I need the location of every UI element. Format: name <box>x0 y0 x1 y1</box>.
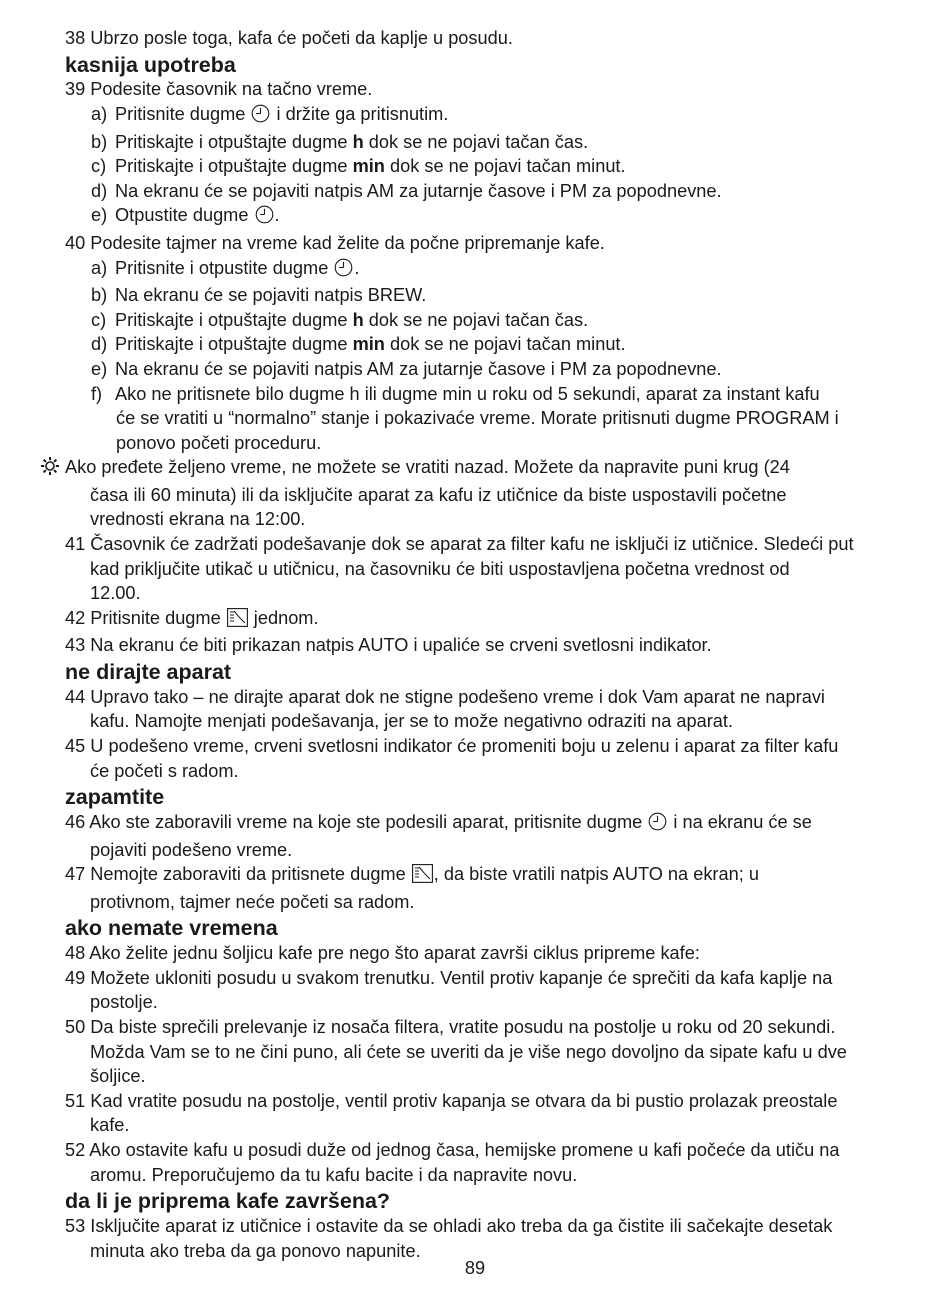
text-run: 50 Da biste sprečili prelevanje iz nosača filtera, vratite posudu na postolje u roku od 20 sekundi. <box>65 1016 836 1037</box>
sub-item-label: c) <box>91 156 107 177</box>
text-run: Pritiskajte i otpuštajte dugme <box>115 334 353 355</box>
text-run: Pritisnite dugme <box>115 103 251 124</box>
text-run: 47 Nemojte zaboraviti da pritisnete dugme <box>65 864 411 885</box>
list-item <box>65 633 895 658</box>
text-run: dok se ne pojavi tačan minut. <box>384 334 626 355</box>
text-run: 45 U podešeno vreme, crveni svetlosni indikator će promeniti boju u zelenu i aparat za filter kafu <box>65 736 839 757</box>
text-run: i držite ga pritisnutim. <box>271 103 449 124</box>
text-run: 43 Na ekranu će biti prikazan natpis AUTO i upaliće se crveni svetlosni indikator. <box>65 635 712 656</box>
list-item-continuation <box>65 1040 895 1065</box>
text-run: 12.00. <box>90 583 141 604</box>
sub-item-label: b) <box>91 285 108 306</box>
text-run: . <box>354 257 360 278</box>
list-item <box>65 77 895 102</box>
bold-term: h <box>352 309 364 330</box>
page-number: 89 <box>464 1258 486 1278</box>
text-run: postolje. <box>90 992 158 1013</box>
clock-icon <box>648 812 667 838</box>
text-run: ponovo početi proceduru. <box>116 432 322 453</box>
bold-term: min <box>352 156 385 177</box>
list-item <box>65 862 895 890</box>
text-run: kafe. <box>90 1115 130 1136</box>
list-item <box>65 1015 895 1040</box>
text-run: 51 Kad vratite posudu na postolje, ventil protiv kapanja se otvara da bi pustio prolazak preostale <box>65 1090 838 1111</box>
text-run: . <box>274 205 280 226</box>
sub-list-item-continuation <box>65 406 895 431</box>
tip-note <box>40 455 895 483</box>
list-item <box>65 26 895 51</box>
list-item-continuation <box>65 483 895 508</box>
text-run: Pritiskajte i otpuštajte dugme <box>115 131 353 152</box>
tip-sun-icon <box>40 456 65 483</box>
list-item-continuation <box>65 1163 895 1188</box>
list-item <box>65 941 895 966</box>
text-run: 48 Ako želite jednu šoljicu kafe pre nego što aparat završi ciklus pripreme kafe: <box>65 943 700 964</box>
text-run: Pritiskajte i otpuštajte dugme <box>115 309 353 330</box>
sub-item-label: a) <box>91 257 108 278</box>
sub-item-label: b) <box>91 131 108 152</box>
text-run: Na ekranu će se pojaviti natpis AM za jutarnje časove i PM za popodnevne. <box>115 358 722 379</box>
text-run: Možda Vam se to ne čini puno, ali ćete se uveriti da je više nego dovoljno da sipate kafu u dve <box>90 1041 847 1062</box>
text-run: 44 Upravo tako – ne dirajte aparat dok ne stigne podešeno vreme i dok Vam aparat ne napravi <box>65 686 825 707</box>
text-run: pojaviti podešeno vreme. <box>90 839 293 860</box>
text-run: protivnom, tajmer neće početi sa radom. <box>90 891 415 912</box>
sub-list-item <box>65 357 895 382</box>
text-run: šoljice. <box>90 1066 146 1087</box>
program-icon <box>227 608 248 634</box>
text-run: aromu. Preporučujemo da tu kafu bacite i da napravite novu. <box>90 1164 578 1185</box>
text-run: dok se ne pojavi tačan minut. <box>384 156 626 177</box>
sub-list-item-continuation <box>65 431 895 456</box>
list-item <box>65 966 895 991</box>
sub-list-item <box>65 154 895 179</box>
text-run: časa ili 60 minuta) ili da isključite aparat za kafu iz utičnice da biste uspostavili početne <box>90 484 787 505</box>
text-run: 42 Pritisnite dugme <box>65 607 226 628</box>
clock-icon <box>334 258 353 284</box>
text-run: 52 Ako ostavite kafu u posudi duže od jednog časa, hemijske promene u kafi počeće da utiču na <box>65 1139 840 1160</box>
sub-item-label: d) <box>91 334 108 355</box>
list-item <box>65 1089 895 1114</box>
sub-list-item <box>65 203 895 231</box>
section-heading: da li je priprema kafe završena? <box>65 1189 391 1214</box>
sub-item-label: f) <box>91 383 103 404</box>
list-item-continuation <box>65 709 895 734</box>
text-run: kafu. Namojte menjati podešavanja, jer se to može negativno odraziti na aparat. <box>90 711 733 732</box>
text-run: 40 Podesite tajmer na vreme kad želite da počne pripremanje kafe. <box>65 232 605 253</box>
text-run: 49 Možete ukloniti posudu u svakom trenutku. Ventil protiv kapanje će sprečiti da kafa kaplje na <box>65 967 833 988</box>
text-run: će se vratiti u “normalno” stanje i pokazivaće vreme. Morate pritisnuti dugme PROGRAM i <box>116 408 839 429</box>
text-run: Pritiskajte i otpuštajte dugme <box>115 156 353 177</box>
sub-item-label: a) <box>91 103 108 124</box>
section-heading: ne dirajte aparat <box>65 660 232 685</box>
list-item-continuation <box>65 838 895 863</box>
text-run: minuta ako treba da ga ponovo napunite. <box>90 1240 421 1261</box>
sub-item-label: e) <box>91 358 108 379</box>
list-item <box>65 685 895 710</box>
clock-icon <box>255 205 274 231</box>
text-run: kad priključite utikač u utičnicu, na časovniku će biti uspostavljena početna vrednost od <box>90 558 790 579</box>
list-item-continuation <box>65 990 895 1015</box>
list-item <box>65 810 895 838</box>
section-heading: zapamtite <box>65 785 165 810</box>
text-run: Ako pređete željeno vreme, ne možete se vratiti nazad. Možete da napravite puni krug (24 <box>65 457 790 478</box>
sub-list-item <box>65 382 895 407</box>
list-item <box>65 734 895 759</box>
text-run: dok se ne pojavi tačan čas. <box>363 131 589 152</box>
sub-list-item <box>65 283 895 308</box>
list-item <box>65 1214 895 1239</box>
list-item-continuation <box>65 759 895 784</box>
document-body <box>65 26 895 1263</box>
program-icon <box>412 864 433 890</box>
list-item <box>65 606 895 634</box>
text-run: 41 Časovnik će zadržati podešavanje dok se aparat za filter kafu ne isključi iz utičnice. Sledeći put <box>65 534 854 555</box>
text-run: Na ekranu će se pojaviti natpis AM za jutarnje časove i PM za popodnevne. <box>115 180 722 201</box>
text-run: 39 Podesite časovnik na tačno vreme. <box>65 79 373 100</box>
list-item-continuation <box>65 557 895 582</box>
text-run: 38 Ubrzo posle toga, kafa će početi da kaplje u posudu. <box>65 28 513 48</box>
list-item-continuation <box>65 1113 895 1138</box>
bold-term: h <box>352 131 364 152</box>
section-heading: kasnija upotreba <box>65 52 236 77</box>
list-item <box>65 532 895 557</box>
text-run: i na ekranu će se <box>668 812 812 833</box>
list-item-continuation <box>65 1064 895 1089</box>
text-run: će početi s radom. <box>90 760 239 781</box>
sub-list-item <box>65 130 895 155</box>
sub-list-item <box>65 308 895 333</box>
text-run: vrednosti ekrana na 12:00. <box>90 509 306 530</box>
list-item-continuation <box>65 890 895 915</box>
text-run: , da biste vratili natpis AUTO na ekran; u <box>433 864 759 885</box>
list-item <box>65 231 895 256</box>
sub-item-label: c) <box>91 309 107 330</box>
bold-term: min <box>352 334 385 355</box>
text-run: dok se ne pojavi tačan čas. <box>363 309 589 330</box>
clock-icon <box>251 104 270 130</box>
text-run: Pritisnite i otpustite dugme <box>115 257 334 278</box>
sub-list-item <box>65 102 895 130</box>
list-item-continuation <box>65 507 895 532</box>
text-run: Ako ne pritisnete bilo dugme h ili dugme min u roku od 5 sekundi, aparat za instant kafu <box>115 383 820 404</box>
sub-list-item <box>65 179 895 204</box>
text-run: 46 Ako ste zaboravili vreme na koje ste podesili aparat, pritisnite dugme <box>65 812 648 833</box>
text-run: jednom. <box>248 607 319 628</box>
sub-list-item <box>65 256 895 284</box>
text-run: 53 Isključite aparat iz utičnice i ostavite da se ohladi ako treba da ga čistite ili sačekajte desetak <box>65 1215 833 1236</box>
sub-list-item <box>65 332 895 357</box>
text-run: Otpustite dugme <box>115 205 254 226</box>
sub-item-label: d) <box>91 180 108 201</box>
section-heading: ako nemate vremena <box>65 916 278 941</box>
list-item-continuation <box>65 581 895 606</box>
list-item <box>65 1138 895 1163</box>
text-run: Na ekranu će se pojaviti natpis BREW. <box>115 285 427 306</box>
sub-item-label: e) <box>91 205 108 226</box>
